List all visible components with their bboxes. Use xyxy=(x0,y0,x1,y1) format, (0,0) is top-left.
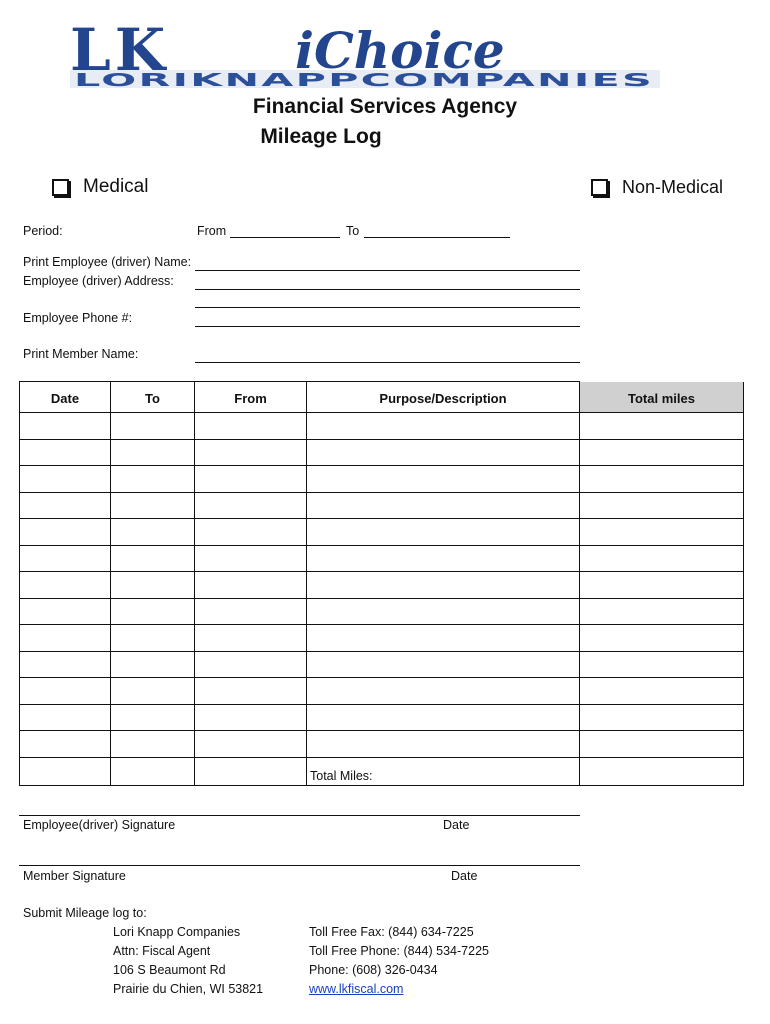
mileage-table xyxy=(19,381,744,786)
date-cell[interactable] xyxy=(20,492,111,519)
purpose-cell[interactable] xyxy=(307,598,580,625)
to-cell[interactable] xyxy=(111,572,195,599)
to-cell[interactable] xyxy=(111,651,195,678)
purpose-cell[interactable] xyxy=(307,492,580,519)
to-cell[interactable] xyxy=(111,625,195,652)
date-cell[interactable] xyxy=(20,704,111,731)
to-cell[interactable] xyxy=(111,731,195,758)
table-row xyxy=(20,545,744,572)
employee-address-label: Employee (driver) Address: xyxy=(23,274,174,288)
purpose-cell[interactable] xyxy=(307,678,580,705)
total-miles-cell[interactable] xyxy=(580,439,744,466)
table-row xyxy=(20,413,744,440)
member-signature-label: Member Signature xyxy=(23,869,126,883)
employee-phone-field[interactable] xyxy=(195,326,580,327)
purpose-cell[interactable] xyxy=(307,466,580,493)
purpose-cell[interactable] xyxy=(307,545,580,572)
date-cell[interactable] xyxy=(20,466,111,493)
from-cell[interactable] xyxy=(195,678,307,705)
from-cell[interactable] xyxy=(195,598,307,625)
employee-address-field-2[interactable] xyxy=(195,307,580,308)
member-signature-date-label: Date xyxy=(451,869,478,883)
date-cell[interactable] xyxy=(20,572,111,599)
total-miles-cell[interactable] xyxy=(580,731,744,758)
non-medical-label: Non-Medical xyxy=(622,177,724,197)
employee-name-label: Print Employee (driver) Name: xyxy=(23,255,192,269)
date-cell[interactable] xyxy=(20,678,111,705)
logo-lk-text: LK xyxy=(70,18,170,84)
phone-number: Phone: (608) 326-0434 xyxy=(309,963,438,977)
from-cell[interactable] xyxy=(195,545,307,572)
mailing-address xyxy=(113,923,263,999)
company-logo xyxy=(70,18,660,92)
date-cell[interactable] xyxy=(20,625,111,652)
employee-signature-date-label: Date xyxy=(443,818,470,832)
to-cell[interactable] xyxy=(111,413,195,440)
header-total-miles: Total miles xyxy=(580,382,744,413)
to-cell[interactable] xyxy=(111,757,195,786)
contact-info xyxy=(309,923,489,999)
purpose-cell[interactable] xyxy=(307,413,580,440)
from-cell[interactable] xyxy=(195,625,307,652)
from-cell[interactable] xyxy=(195,731,307,758)
total-miles-cell[interactable] xyxy=(580,572,744,599)
period-label: Period: xyxy=(23,224,63,238)
header-date: Date xyxy=(20,382,111,413)
total-miles-cell[interactable] xyxy=(580,651,744,678)
medical-checkbox[interactable] xyxy=(52,179,69,196)
table-row xyxy=(20,519,744,546)
period-from-label: From xyxy=(197,224,227,238)
table-row xyxy=(20,625,744,652)
non-medical-option[interactable] xyxy=(591,177,723,198)
employee-signature-label: Employee(driver) Signature xyxy=(23,818,176,832)
period-from-field[interactable] xyxy=(230,237,340,238)
table-header-row xyxy=(20,382,744,413)
employee-signature-field[interactable] xyxy=(19,815,580,816)
website-link[interactable]: www.lkfiscal.com xyxy=(309,982,404,996)
from-cell[interactable] xyxy=(195,651,307,678)
table-row xyxy=(20,439,744,466)
date-cell[interactable] xyxy=(20,413,111,440)
total-miles-cell[interactable] xyxy=(580,678,744,705)
total-miles-label: Total Miles: xyxy=(307,757,580,786)
header-to: To xyxy=(111,382,195,413)
purpose-cell[interactable] xyxy=(307,625,580,652)
period-to-label: To xyxy=(346,224,360,238)
total-miles-cell[interactable] xyxy=(580,413,744,440)
address-line: Prairie du Chien, WI 53821 xyxy=(113,982,264,996)
member-name-field[interactable] xyxy=(195,362,580,363)
date-cell[interactable] xyxy=(20,651,111,678)
table-row xyxy=(20,572,744,599)
from-cell[interactable] xyxy=(195,519,307,546)
submit-heading: Submit Mileage log to: xyxy=(23,906,147,920)
total-miles-cell[interactable] xyxy=(580,545,744,572)
table-row xyxy=(20,651,744,678)
to-cell[interactable] xyxy=(111,492,195,519)
table-row xyxy=(20,678,744,705)
page-subtitle: Mileage Log xyxy=(260,125,382,148)
employee-phone-label: Employee Phone #: xyxy=(23,311,133,325)
period-to-field[interactable] xyxy=(364,237,510,238)
from-cell[interactable] xyxy=(195,572,307,599)
total-miles-cell[interactable] xyxy=(580,704,744,731)
table-row xyxy=(20,704,744,731)
address-line: Attn: Fiscal Agent xyxy=(113,944,211,958)
member-signature-field[interactable] xyxy=(19,865,580,866)
fax-number: Toll Free Fax: (844) 634-7225 xyxy=(309,925,474,939)
purpose-cell[interactable] xyxy=(307,731,580,758)
table-row xyxy=(20,731,744,758)
total-miles-cell[interactable] xyxy=(580,466,744,493)
employee-name-field[interactable] xyxy=(195,270,580,271)
date-cell[interactable] xyxy=(20,598,111,625)
header-from: From xyxy=(195,382,307,413)
from-cell[interactable] xyxy=(195,757,307,786)
member-name-label: Print Member Name: xyxy=(23,347,139,361)
from-cell[interactable] xyxy=(195,466,307,493)
total-miles-sum-cell[interactable] xyxy=(580,757,744,786)
from-cell[interactable] xyxy=(195,704,307,731)
non-medical-checkbox[interactable] xyxy=(591,179,608,196)
to-cell[interactable] xyxy=(111,598,195,625)
total-miles-cell[interactable] xyxy=(580,625,744,652)
to-cell[interactable] xyxy=(111,466,195,493)
table-row xyxy=(20,466,744,493)
total-row xyxy=(20,757,744,786)
purpose-cell[interactable] xyxy=(307,572,580,599)
to-cell[interactable] xyxy=(111,545,195,572)
employee-address-field-1[interactable] xyxy=(195,289,580,290)
address-line: Lori Knapp Companies xyxy=(113,925,241,939)
medical-option[interactable] xyxy=(52,176,148,198)
from-cell[interactable] xyxy=(195,492,307,519)
purpose-cell[interactable] xyxy=(307,704,580,731)
date-cell[interactable] xyxy=(20,519,111,546)
to-cell[interactable] xyxy=(111,678,195,705)
purpose-cell[interactable] xyxy=(307,439,580,466)
to-cell[interactable] xyxy=(111,439,195,466)
date-cell[interactable] xyxy=(20,757,111,786)
address-line: 106 S Beaumont Rd xyxy=(113,963,226,977)
total-miles-cell[interactable] xyxy=(580,598,744,625)
to-cell[interactable] xyxy=(111,704,195,731)
date-cell[interactable] xyxy=(20,439,111,466)
date-cell[interactable] xyxy=(20,545,111,572)
logo-company-text: LORIKNAPPCOMPANIES xyxy=(74,70,654,91)
from-cell[interactable] xyxy=(195,413,307,440)
purpose-cell[interactable] xyxy=(307,519,580,546)
date-cell[interactable] xyxy=(20,731,111,758)
medical-label: Medical xyxy=(83,176,149,197)
to-cell[interactable] xyxy=(111,519,195,546)
logo-ichoice-text: iChoice xyxy=(295,21,505,80)
total-miles-cell[interactable] xyxy=(580,519,744,546)
purpose-cell[interactable] xyxy=(307,651,580,678)
table-row xyxy=(20,492,744,519)
from-cell[interactable] xyxy=(195,439,307,466)
toll-free-phone: Toll Free Phone: (844) 534-7225 xyxy=(309,944,489,958)
total-miles-cell[interactable] xyxy=(580,492,744,519)
page-title: Financial Services Agency xyxy=(252,95,518,118)
table-row xyxy=(20,598,744,625)
header-purpose: Purpose/Description xyxy=(307,382,580,413)
